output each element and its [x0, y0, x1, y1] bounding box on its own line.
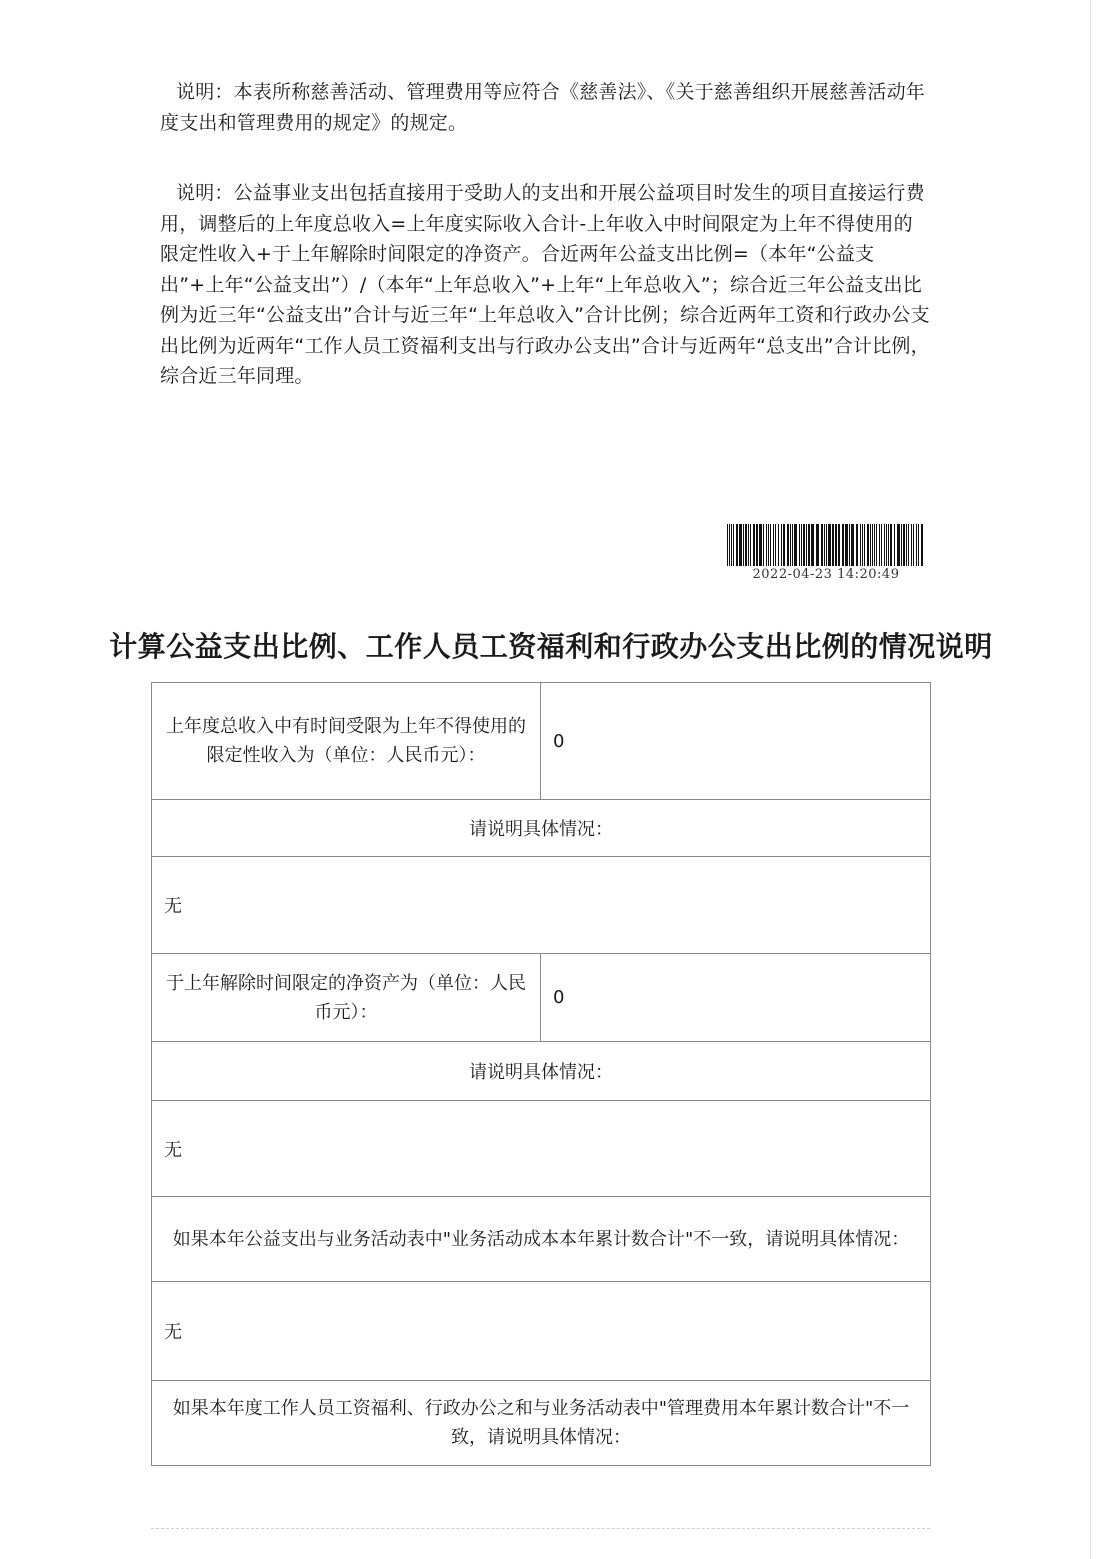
- explain-answer: 无: [152, 1101, 931, 1197]
- barcode-timestamp: 2022-04-23 14:20:49: [752, 567, 900, 582]
- note-paragraph-scope: 说明：本表所称慈善活动、管理费用等应符合《慈善法》、《关于慈善组织开展慈善活动年度支出和管理费用的规定》的规定。: [160, 81, 926, 134]
- table-row: [152, 683, 931, 800]
- welfare-mismatch-prompt: 如果本年公益支出与业务活动表中"业务活动成本本年累计数合计"不一致，请说明具体情况：: [152, 1197, 931, 1282]
- barcode-icon: [726, 524, 926, 566]
- table-row: [152, 800, 931, 857]
- released-assets-value: 0: [541, 954, 931, 1042]
- table-row: [152, 1197, 931, 1282]
- note-paragraph-formula: 说明：公益事业支出包括直接用于受助人的支出和开展公益项目时发生的项目直接运行费用，调整后的上年度总收入=上年度实际收入合计-上年收入中时间限定为上年不得使用的限定性收入+于上年解除时间限定的净资产。合近两年公益支出比例=（本年“公益支出”+上年“公益支出”）/（本年“上年总收入”+上年“上年总收入”；综合近三年公益支出比例为近三年“公益支出”合计与近三年“上年总收入”合计比例；综合近两年工资和行政办公支出比例为近两年“工作人员工资福利支出与行政办公支出”合计与近两年“总支出”合计比例，综合近三年同理。: [160, 182, 930, 387]
- restricted-income-label: 上年度总收入中有时间受限为上年不得使用的限定性收入为（单位：人民币元）：: [152, 683, 541, 800]
- table-row: [152, 1381, 931, 1466]
- table-row: [152, 857, 931, 954]
- welfare-mismatch-answer: 无: [152, 1282, 931, 1381]
- table-row: [152, 954, 931, 1042]
- explain-prompt: 请说明具体情况：: [152, 1042, 931, 1101]
- table-row: [152, 1101, 931, 1197]
- explain-answer: 无: [152, 857, 931, 954]
- admin-mismatch-prompt: 如果本年度工作人员工资福利、行政办公之和与业务活动表中"管理费用本年累计数合计"不一致，请说明具体情况：: [152, 1381, 931, 1466]
- explain-prompt: 请说明具体情况：: [152, 800, 931, 857]
- table-row: [152, 1282, 931, 1381]
- scan-edge-line: [1090, 0, 1091, 1559]
- table-row: [152, 1042, 931, 1101]
- info-table: [151, 682, 931, 1466]
- restricted-income-value: 0: [541, 683, 931, 800]
- page-bottom-rule: [151, 1528, 930, 1529]
- released-assets-label: 于上年解除时间限定的净资产为（单位：人民币元）：: [152, 954, 541, 1042]
- page-title: 计算公益支出比例、工作人员工资福利和行政办公支出比例的情况说明: [109, 630, 993, 663]
